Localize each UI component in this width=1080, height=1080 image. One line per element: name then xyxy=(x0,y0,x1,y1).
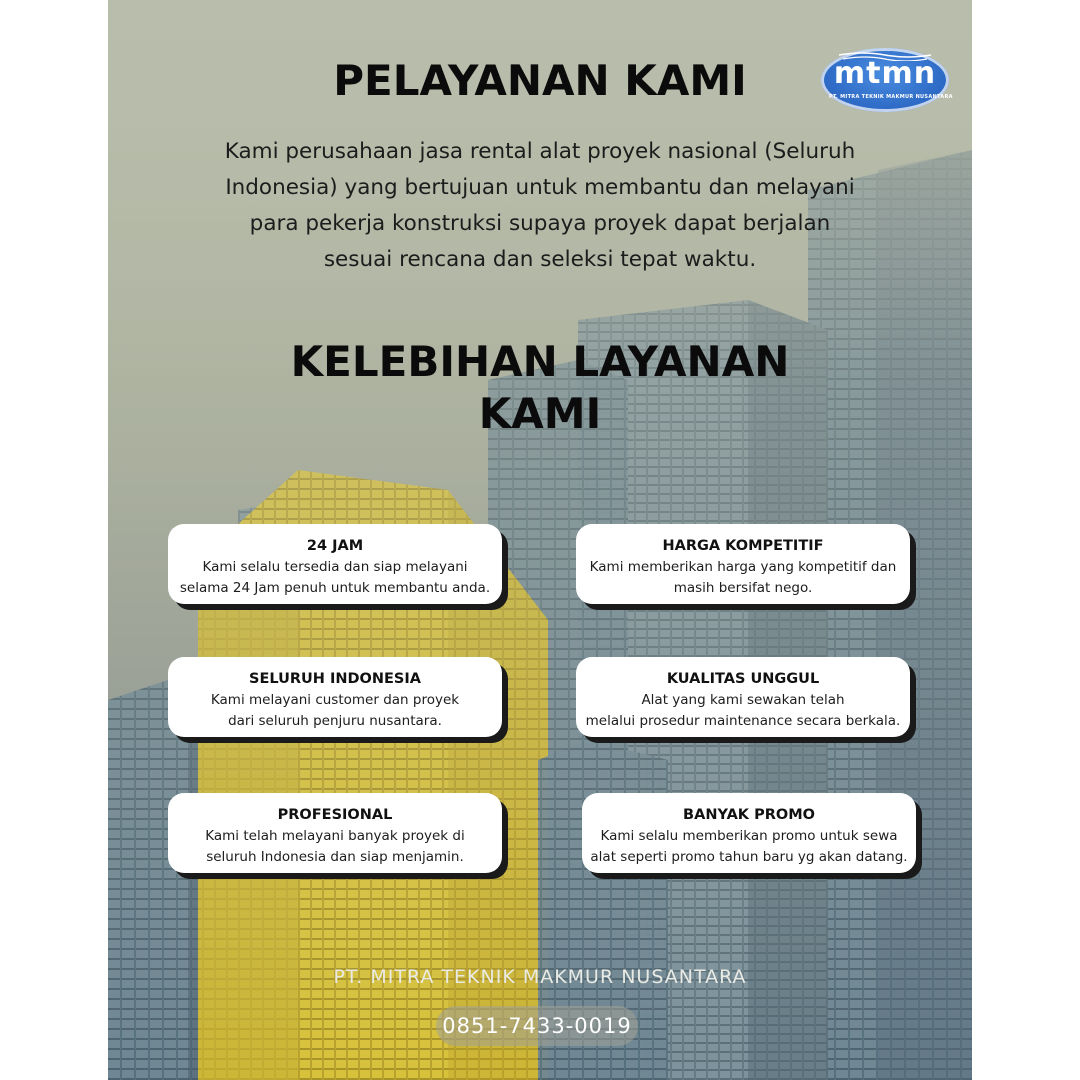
advantage-card-banyak-promo xyxy=(582,793,916,873)
advantages-title xyxy=(250,336,830,440)
advantage-card-24-jam xyxy=(168,524,502,604)
logo-text: mtmn xyxy=(833,56,937,91)
advantages-title-line: KAMI xyxy=(478,389,602,438)
logo-subtitle: PT. MITRA TEKNIK MAKMUR NUSANTARA xyxy=(829,94,953,100)
card-description: Kami telah melayani banyak proyek di seluruh Indonesia dan siap menjamin. xyxy=(205,828,465,865)
advantage-card-harga-kompetitif xyxy=(576,524,910,604)
card-description: Kami selalu memberikan promo untuk sewa alat seperti promo tahun baru yg akan datang. xyxy=(590,828,908,865)
advantage-card-profesional xyxy=(168,793,502,873)
card-title: SELURUH INDONESIA xyxy=(249,671,421,687)
company-name: PT. MITRA TEKNIK MAKMUR NUSANTARA xyxy=(333,966,747,988)
advantage-card-kualitas-unggul xyxy=(576,657,910,737)
intro-line: sesuai rencana dan seleksi tepat waktu. xyxy=(323,247,757,272)
intro-line: para pekerja konstruksi supaya proyek dapat berjalan xyxy=(249,211,831,236)
card-description: Alat yang kami sewakan telah melalui prosedur maintenance secara berkala. xyxy=(585,692,901,729)
card-description: Kami selalu tersedia dan siap melayani selama 24 Jam penuh untuk membantu anda. xyxy=(179,559,491,596)
card-title: 24 JAM xyxy=(306,538,364,554)
card-description: Kami memberikan harga yang kompetitif dan masih bersifat nego. xyxy=(589,559,897,596)
advantage-card-seluruh-indonesia xyxy=(168,657,502,737)
card-title: BANYAK PROMO xyxy=(683,807,815,823)
poster xyxy=(108,0,972,1080)
card-description: Kami melayani customer dan proyek dari seluruh penjuru nusantara. xyxy=(210,692,460,729)
intro-line: Kami perusahaan jasa rental alat proyek nasional (Seluruh xyxy=(224,139,856,164)
card-title: HARGA KOMPETITIF xyxy=(662,538,824,554)
card-title: PROFESIONAL xyxy=(277,807,393,823)
phone-number[interactable]: 0851-7433-0019 xyxy=(436,1006,638,1046)
page-title: PELAYANAN KAMI xyxy=(333,56,747,105)
intro-paragraph xyxy=(172,134,908,278)
card-title: KUALITAS UNGGUL xyxy=(666,671,820,687)
advantages-title-line: KELEBIHAN LAYANAN xyxy=(290,337,790,386)
intro-line: Indonesia) yang bertujuan untuk membantu dan melayani xyxy=(225,175,855,200)
